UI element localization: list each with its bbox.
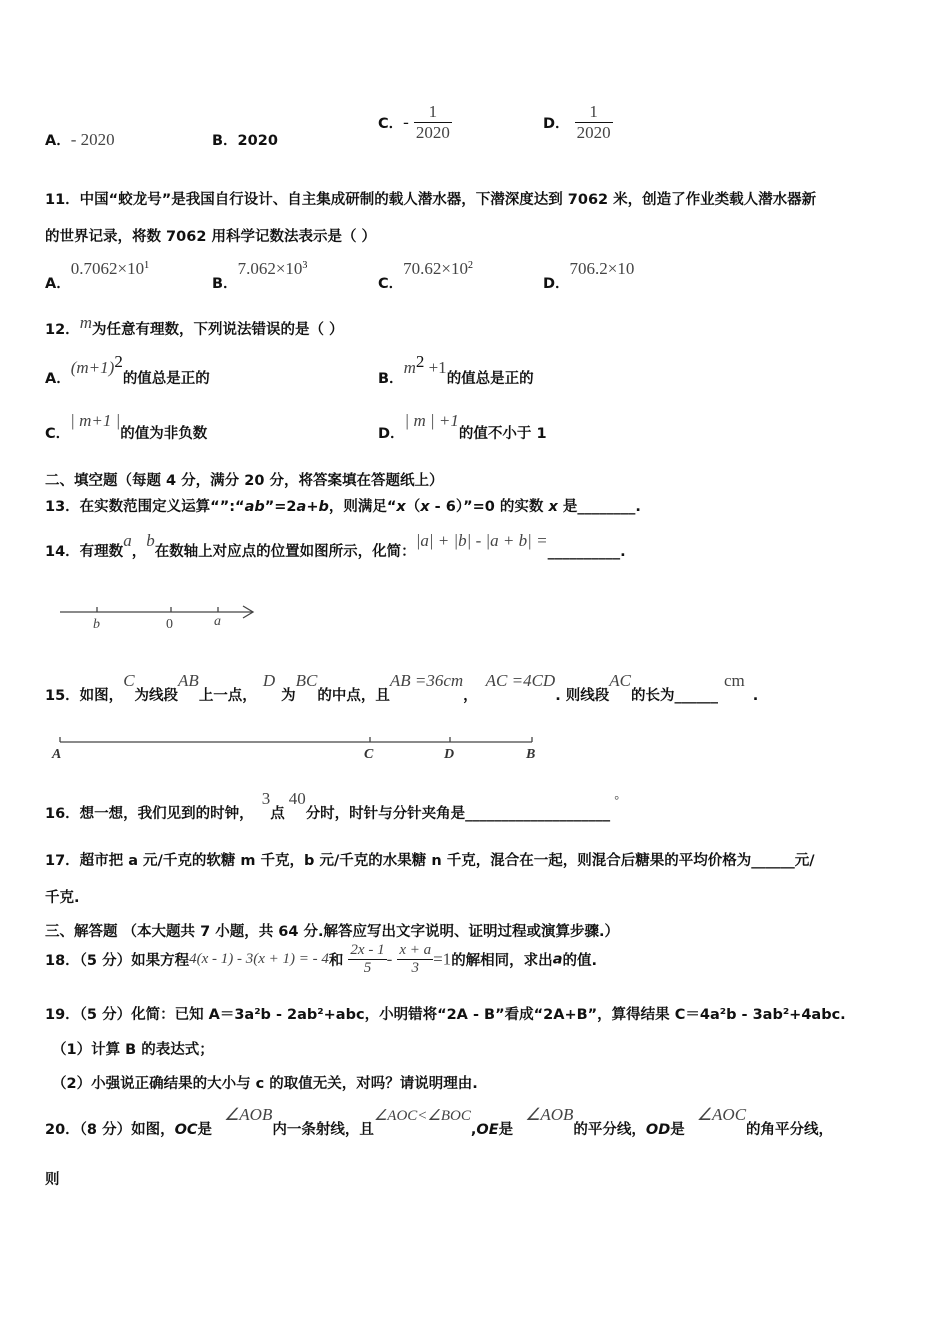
q19-part-1: （1）计算 B 的表达式； (52, 1042, 214, 1058)
point-d-label: D (444, 747, 455, 762)
q17-stem-line2: 千克. (45, 890, 80, 906)
q11-stem-line1: 11．中国“蛟龙号”是我国自行设计、自主集成研制的载人潜水器，下潜深度达到 7062 米，创造了作业类载人潜水器新 (45, 192, 817, 208)
q12-option-b: B．$m^2 +1$的值总是正的 (378, 352, 534, 387)
q15-segment-figure (48, 730, 548, 762)
q11-option-a: A．$0.7062\times 10^1$ (45, 259, 150, 292)
q10-option-a: A．- 2020 (45, 130, 115, 149)
q10-option-b: B．2020 (212, 133, 278, 149)
q20-stem: 20．（8 分）如图，OC是∠AOB内一条射线，且∠AOC<∠BOC,OE是∠AOB的平分线，OD是∠AOC的角平分线， (45, 1105, 834, 1138)
label-0: 0 (166, 617, 173, 632)
q13-stem: 13．在实数范围定义运算“”:“ab”=2a+b，则满足“x（x - 6）”=0 的实数 x 是________. (45, 499, 641, 515)
q14-number-line (55, 598, 265, 634)
label-b: b (93, 617, 100, 632)
q15-stem: 15．如图，C为线段AB上一点，D为BC的中点，且AB =36cm，AC =4CD. 则线段AC的长为______cm. (45, 671, 759, 704)
section-3-heading: 三、解答题 （本大题共 7 小题，共 64 分.解答应写出文字说明、证明过程或演算步骤.） (45, 924, 620, 940)
q10-option-c: C．- $\frac{1}{2020}$ (378, 102, 450, 142)
section-2-heading: 二、填空题（每题 4 分，满分 20 分，将答案填在答题纸上） (45, 473, 444, 489)
q17-stem-line1: 17．超市把 a 元/千克的软糖 m 千克，b 元/千克的水果糖 n 千克，混合在一起，则混合后糖果的平均价格为______元/ (45, 853, 815, 869)
q10-option-d: D． $\frac{1}{2020}$ (543, 102, 611, 142)
q11-option-c: C．$70.62\times 10^2$ (378, 259, 473, 292)
label-a: a (214, 614, 221, 629)
q14-stem: 14．有理数a，b在数轴上对应点的位置如图所示，化简：|a| + |b| - |a + b| =__________. (45, 531, 626, 560)
q12-option-a: A．$(m+1)^2$的值总是正的 (45, 352, 210, 387)
q11-option-d: D．706.2×10 (543, 259, 635, 292)
q20-stem-line2: 则 (45, 1172, 60, 1188)
q11-stem-line2: 的世界记录，将数 7062 用科学记数法表示是（ ） (45, 229, 376, 245)
q12-option-d: D．| m | +1的值不小于 1 (378, 411, 547, 442)
q11-option-b: B．$7.062\times 10^3$ (212, 259, 308, 292)
q19-stem: 19．（5 分）化简：已知 A＝3a²b - 2ab²+abc，小明错将“2A - B”看成“2A+B”，算得结果 C＝4a²b - 3ab²+4abc. (45, 1007, 846, 1023)
q12-stem: 12．m为任意有理数，下列说法错误的是（ ） (45, 313, 344, 338)
q18-stem: 18．（5 分）如果方程4(x - 1) - 3(x + 1) = - 4和 $\frac{2x - 1}{5}$ - $\frac{x + a}{3}$ =1的解相同，求出a的值. (45, 942, 597, 976)
point-a-label: A (52, 747, 62, 762)
q12-option-c: C．| m+1 |的值为非负数 (45, 411, 208, 442)
q16-stem: 16．想一想，我们见到的时钟，3点40分时，时针与分针夹角是____________________° (45, 789, 619, 822)
point-c-label: C (364, 747, 374, 762)
point-b-label: B (526, 747, 536, 762)
q19-part-2: （2）小强说正确结果的大小与 c 的取值无关，对吗？请说明理由. (52, 1076, 478, 1092)
